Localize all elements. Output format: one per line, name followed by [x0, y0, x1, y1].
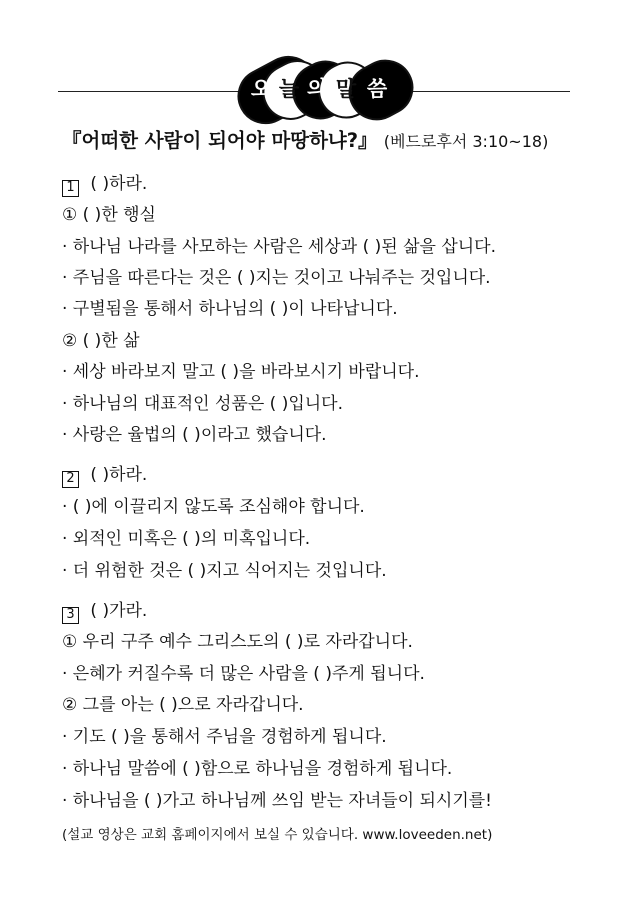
section-2-bullet-3: · 더 위험한 것은 ( )지고 식어지는 것입니다.	[62, 561, 387, 581]
section-1-heading: 1 ( )하라.	[62, 170, 147, 198]
header-char-2: 늘	[278, 77, 300, 101]
section-2-heading: 2 ( )하라.	[62, 461, 147, 489]
header-char-4: 말	[335, 77, 357, 101]
section-1-bullet-5: · 하나님의 대표적인 성품은 ( )입니다.	[62, 394, 343, 414]
section-1-bullet-2: · 주님을 따른다는 것은 ( )지는 것이고 나눠주는 것입니다.	[62, 268, 491, 288]
header-char-1: 오	[250, 77, 272, 101]
section-number-box: 2	[62, 471, 79, 488]
footer-note: (설교 영상은 교회 홈페이지에서 보실 수 있습니다. www.loveeden.net)	[62, 827, 493, 843]
sermon-title-main: 『어떠한 사람이 되어야 마땅하냐?』	[62, 129, 378, 152]
section-number-box: 1	[62, 180, 79, 197]
sermon-title	[62, 126, 548, 157]
section-1-bullet-1: · 하나님 나라를 사모하는 사람은 세상과 ( )된 삶을 삽니다.	[62, 237, 496, 257]
section-3-bullet-4: · 하나님을 ( )가고 하나님께 쓰임 받는 자녀들이 되시기를!	[62, 791, 492, 811]
section-1-point-2: ② ( )한 삶	[62, 331, 140, 351]
section-number-box: 3	[62, 607, 79, 624]
section-3-point-2: ② 그를 아는 ( )으로 자라갑니다.	[62, 695, 304, 715]
section-1-bullet-4: · 세상 바라보지 말고 ( )을 바라보시기 바랍니다.	[62, 362, 420, 382]
section-2-bullet-2: · 외적인 미혹은 ( )의 미혹입니다.	[62, 529, 311, 549]
header-char-5: 씀	[366, 77, 388, 101]
section-3-point-1: ① 우리 구주 예수 그리스도의 ( )로 자라갑니다.	[62, 632, 413, 652]
header-char-3: 의	[306, 77, 328, 101]
header-banner	[0, 0, 636, 120]
section-1-point-1: ① ( )한 행실	[62, 205, 156, 225]
section-2-bullet-1: · ( )에 이끌리지 않도록 조심해야 합니다.	[62, 497, 365, 517]
section-3-heading: 3 ( )가라.	[62, 597, 147, 625]
section-3-bullet-1: · 은혜가 커질수록 더 많은 사람을 ( )주게 됩니다.	[62, 664, 425, 684]
section-3-bullet-2: · 기도 ( )을 통해서 주님을 경험하게 됩니다.	[62, 727, 387, 747]
section-3-bullet-3: · 하나님 말씀에 ( )함으로 하나님을 경험하게 됩니다.	[62, 759, 453, 779]
section-1-bullet-3: · 구별됨을 통해서 하나님의 ( )이 나타납니다.	[62, 299, 398, 319]
section-1-bullet-6: · 사랑은 율법의 ( )이라고 했습니다.	[62, 425, 327, 445]
scripture-reference: (베드로후서 3:10~18)	[383, 132, 549, 151]
